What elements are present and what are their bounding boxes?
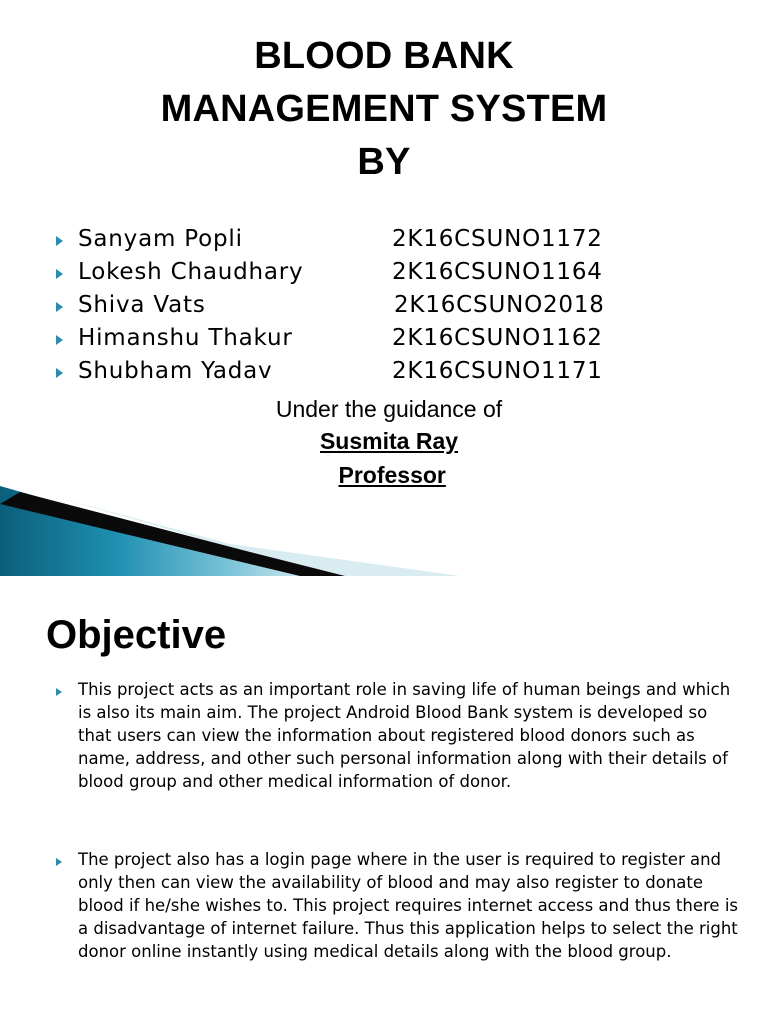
member-item bbox=[0, 226, 768, 259]
slide-title bbox=[0, 30, 768, 189]
objective-title: Objective bbox=[46, 613, 227, 657]
member-item bbox=[0, 325, 768, 358]
member-item bbox=[0, 259, 768, 292]
member-item bbox=[0, 358, 768, 391]
bullet-icon bbox=[56, 236, 63, 246]
bullet-icon bbox=[56, 302, 63, 312]
member-roll: 2K16CSUNO2018 bbox=[394, 292, 605, 318]
objective-slide bbox=[0, 590, 768, 1024]
decorative-swoosh bbox=[0, 480, 768, 576]
bullet-icon bbox=[56, 368, 63, 378]
bullet-icon bbox=[56, 269, 63, 279]
bullet-icon bbox=[56, 335, 63, 345]
bullet-icon bbox=[56, 858, 62, 866]
guidance-label: Under the guidance of bbox=[275, 396, 503, 422]
member-name: Lokesh Chaudhary bbox=[78, 259, 304, 285]
objective-paragraph: This project acts as an important role in saving life of human beings and which is also its main aim. The project Android Blood Bank system is developed so that users can view the information about registered blood donors such as name, address, and other such personal information along with their details of blood group and other medical information of donor. bbox=[78, 680, 731, 791]
member-name: Shiva Vats bbox=[78, 292, 206, 318]
title-line-3: BY bbox=[357, 141, 411, 183]
member-item bbox=[0, 292, 768, 325]
objective-paragraph: The project also has a login page where in the user is required to register and only then can view the availability of blood and may also register to donate blood if he/she wishes to. This project requires internet access and thus there is a disadvantage of internet failure. Thus this application helps to select the right donor online instantly using medical details along with the blood group. bbox=[78, 850, 738, 961]
title-line-2: MANAGEMENT SYSTEM bbox=[160, 88, 608, 130]
guide-name bbox=[0, 428, 768, 455]
member-name: Shubham Yadav bbox=[78, 358, 273, 384]
member-name: Himanshu Thakur bbox=[78, 325, 293, 351]
guide-title-text: Professor bbox=[338, 462, 446, 488]
member-roll: 2K16CSUNO1162 bbox=[392, 325, 603, 351]
title-line-1: BLOOD BANK bbox=[254, 35, 514, 77]
member-roll: 2K16CSUNO1164 bbox=[392, 259, 603, 285]
member-roll: 2K16CSUNO1171 bbox=[392, 358, 603, 384]
guide-name-text: Susmita Ray bbox=[319, 428, 459, 454]
member-name: Sanyam Popli bbox=[78, 226, 243, 252]
member-roll: 2K16CSUNO1172 bbox=[392, 226, 603, 252]
bullet-icon bbox=[56, 688, 62, 696]
